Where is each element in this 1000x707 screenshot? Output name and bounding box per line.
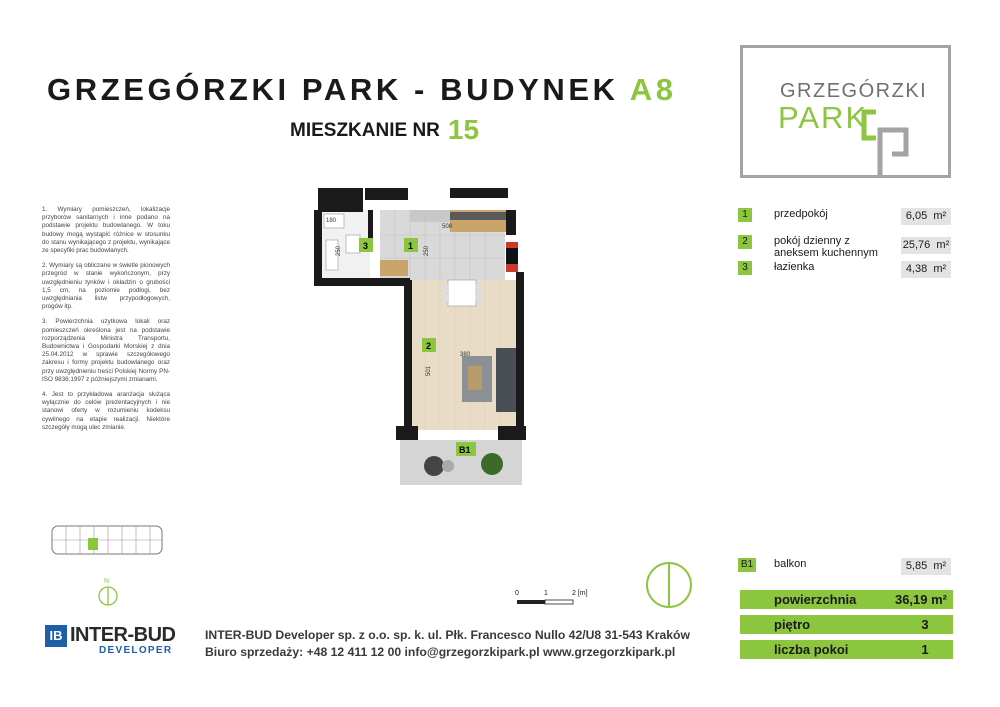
dim-250-bath: 250 [336,245,342,256]
dim-508: 508 [442,224,453,230]
logo-mark-icon [858,108,928,178]
room-row-2 [738,233,953,259]
coffee-table [468,366,482,390]
balcony-area: 5,85 m² [901,558,951,575]
building-code: A8 [629,72,677,107]
room-row-3 [738,259,953,281]
room-area: 25,76 m² [901,237,951,254]
plan-label-b1: B1 [459,445,471,455]
scale-bar [516,599,586,605]
summary-floor-row [740,615,953,634]
summary-area-value: 36,19 m² [894,592,948,607]
apartment-number: 15 [447,114,480,145]
room-area: 4,38 m² [901,261,951,278]
dim-250-hall: 250 [424,245,430,256]
scale-0: 0 [515,590,519,597]
plan-label-1: 1 [408,241,414,251]
balcony-number: B1 [738,558,756,572]
page-title [47,72,677,108]
plant-icon [481,453,503,475]
balcony-name: balkon [774,558,807,570]
room-number: 1 [738,208,752,222]
summary-floor-value: 3 [921,617,929,632]
room-name: pokój dzienny z aneksem kuchennym [774,235,878,259]
room-row-1 [738,206,953,228]
logo-text-bottom: PARK [778,100,869,135]
apartment-subtitle [290,114,479,146]
dining-table [448,280,476,306]
summary-rooms-value: 1 [921,642,929,657]
dim-380: 380 [460,352,471,358]
note-3: 3. Powierzchnia użytkowa lokali oraz pomieszczeń określona jest na podstawie rozporządzenia Ministra Transportu, Budownictwa i Gospodarki Morskiej z dnia 25.04.2012 w sprawie szczegółowego zakresu i formy projektu budowlanego oraz przy uwzględnieniu treści Polskiej Normy PN-ISO 9836:1997 z późniejszymi zmianami. [42,318,170,383]
compass-large-icon [644,548,694,610]
toilet-icon [346,235,360,253]
notes-block [42,206,170,439]
subtitle-label: MIESZKANIE NR [290,120,440,141]
note-1: 1. Wymiary pomieszczeń, lokalizacje przyborów sanitarnych i inne podano na podstawie projektu budowlanego. W toku budowy mogą wystąpić różnice w stosunku do stanu wynikającego z projektu, wynikające ze specyfiki prac budowlanych. [42,206,170,255]
balcony-chair-icon [424,456,444,476]
hall-wardrobe [380,260,408,276]
dim-180: 180 [326,218,337,224]
scale-1: 1 [544,590,548,597]
brand-mark-icon: IB [45,625,67,647]
summary-rooms-label: liczba pokoi [774,642,849,657]
plan-label-2: 2 [426,341,432,351]
summary-area-label: powierzchnia [774,592,857,607]
company-address: INTER-BUD Developer sp. z o.o. sp. k. ul. Płk. Francesco Nullo 42/U8 31-543 Kraków [205,628,690,642]
building-key-plan [48,520,168,560]
summary-rooms-row [740,640,953,659]
balcony-table-icon [442,460,454,472]
title-main: GRZEGÓRZKI PARK - BUDYNEK [47,72,619,107]
dim-501: 501 [426,365,432,376]
room-name: łazienka [774,261,815,273]
company-contact: Biuro sprzedaży: +48 12 411 12 00 info@grzegorzkipark.pl www.grzegorzkipark.pl [205,645,676,659]
note-2: 2. Wymiary są obliczane w świetle pionowych przegród w stanie wykończonym, przy uwzględnieniu tynków i okładzin o grubości 1,5 cm, na poziomie podłogi, bez uwzględniania listw przypodłogowych, progów itp. [42,262,170,311]
scale-2: 2 [m] [572,590,588,597]
company-info [205,627,690,661]
room-number: 3 [738,261,752,275]
plan-label-3: 3 [363,241,369,251]
note-4: 4. Jest to przykładowa aranżacja służąca wyłącznie do celów prezentacyjnych i nie stanowi oferty w rozumieniu kodeksu cywilnego na etapie realizacji. Niektóre szczegóły mogą ulec zmianie. [42,391,170,431]
room-name: przedpokój [774,208,828,220]
brand-name: INTER-BUD [70,624,176,646]
compass-small-icon [98,586,122,608]
logo-text-top: GRZEGÓRZKI [780,80,928,102]
room-area: 6,05 m² [901,208,951,225]
summary-area-row [740,590,953,609]
sofa-icon [496,348,516,412]
room-number: 2 [738,235,752,249]
brand-sub: DEVELOPER [99,645,173,656]
apartment-highlight [88,538,98,550]
balcony-row [738,556,953,578]
floor-plan [300,180,540,490]
compass-small-letter: N [104,578,110,585]
summary-floor-label: piętro [774,617,811,632]
